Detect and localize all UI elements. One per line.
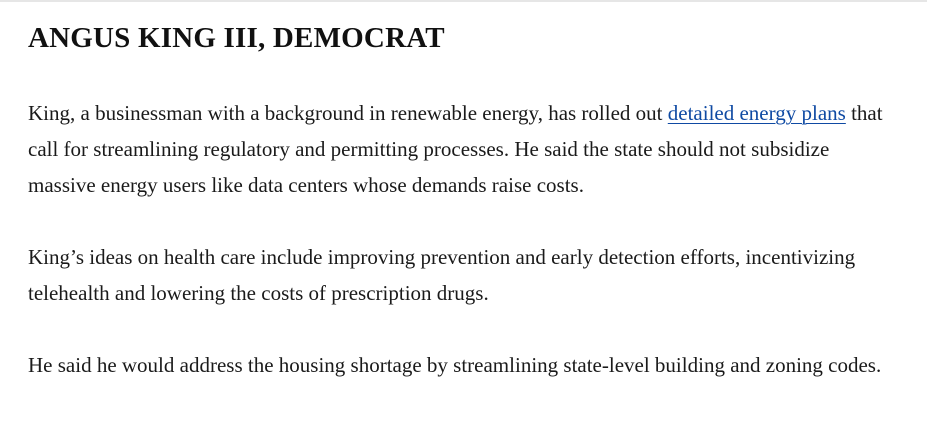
- article-section: [28, 18, 898, 383]
- paragraph-energy-text-end: that call for streamlining regulatory and permitting processes. He said the state should not subsidize massive energy users like data centers whose demands raise costs.: [28, 101, 883, 197]
- top-divider: [0, 0, 927, 2]
- paragraph-energy-text-start: King, a businessman with a background in renewable energy, has rolled out: [28, 101, 668, 125]
- paragraph-health-care: King’s ideas on health care include improving prevention and early detection efforts, incentivizing telehealth and lowering the costs of prescription drugs.: [28, 245, 856, 305]
- energy-plans-link[interactable]: detailed energy plans: [667, 101, 846, 125]
- section-heading: ANGUS KING III, DEMOCRAT: [28, 22, 445, 54]
- paragraph-housing: He said he would address the housing shortage by streamlining state-level building and zoning codes.: [28, 353, 882, 377]
- paragraph-energy: [28, 95, 898, 203]
